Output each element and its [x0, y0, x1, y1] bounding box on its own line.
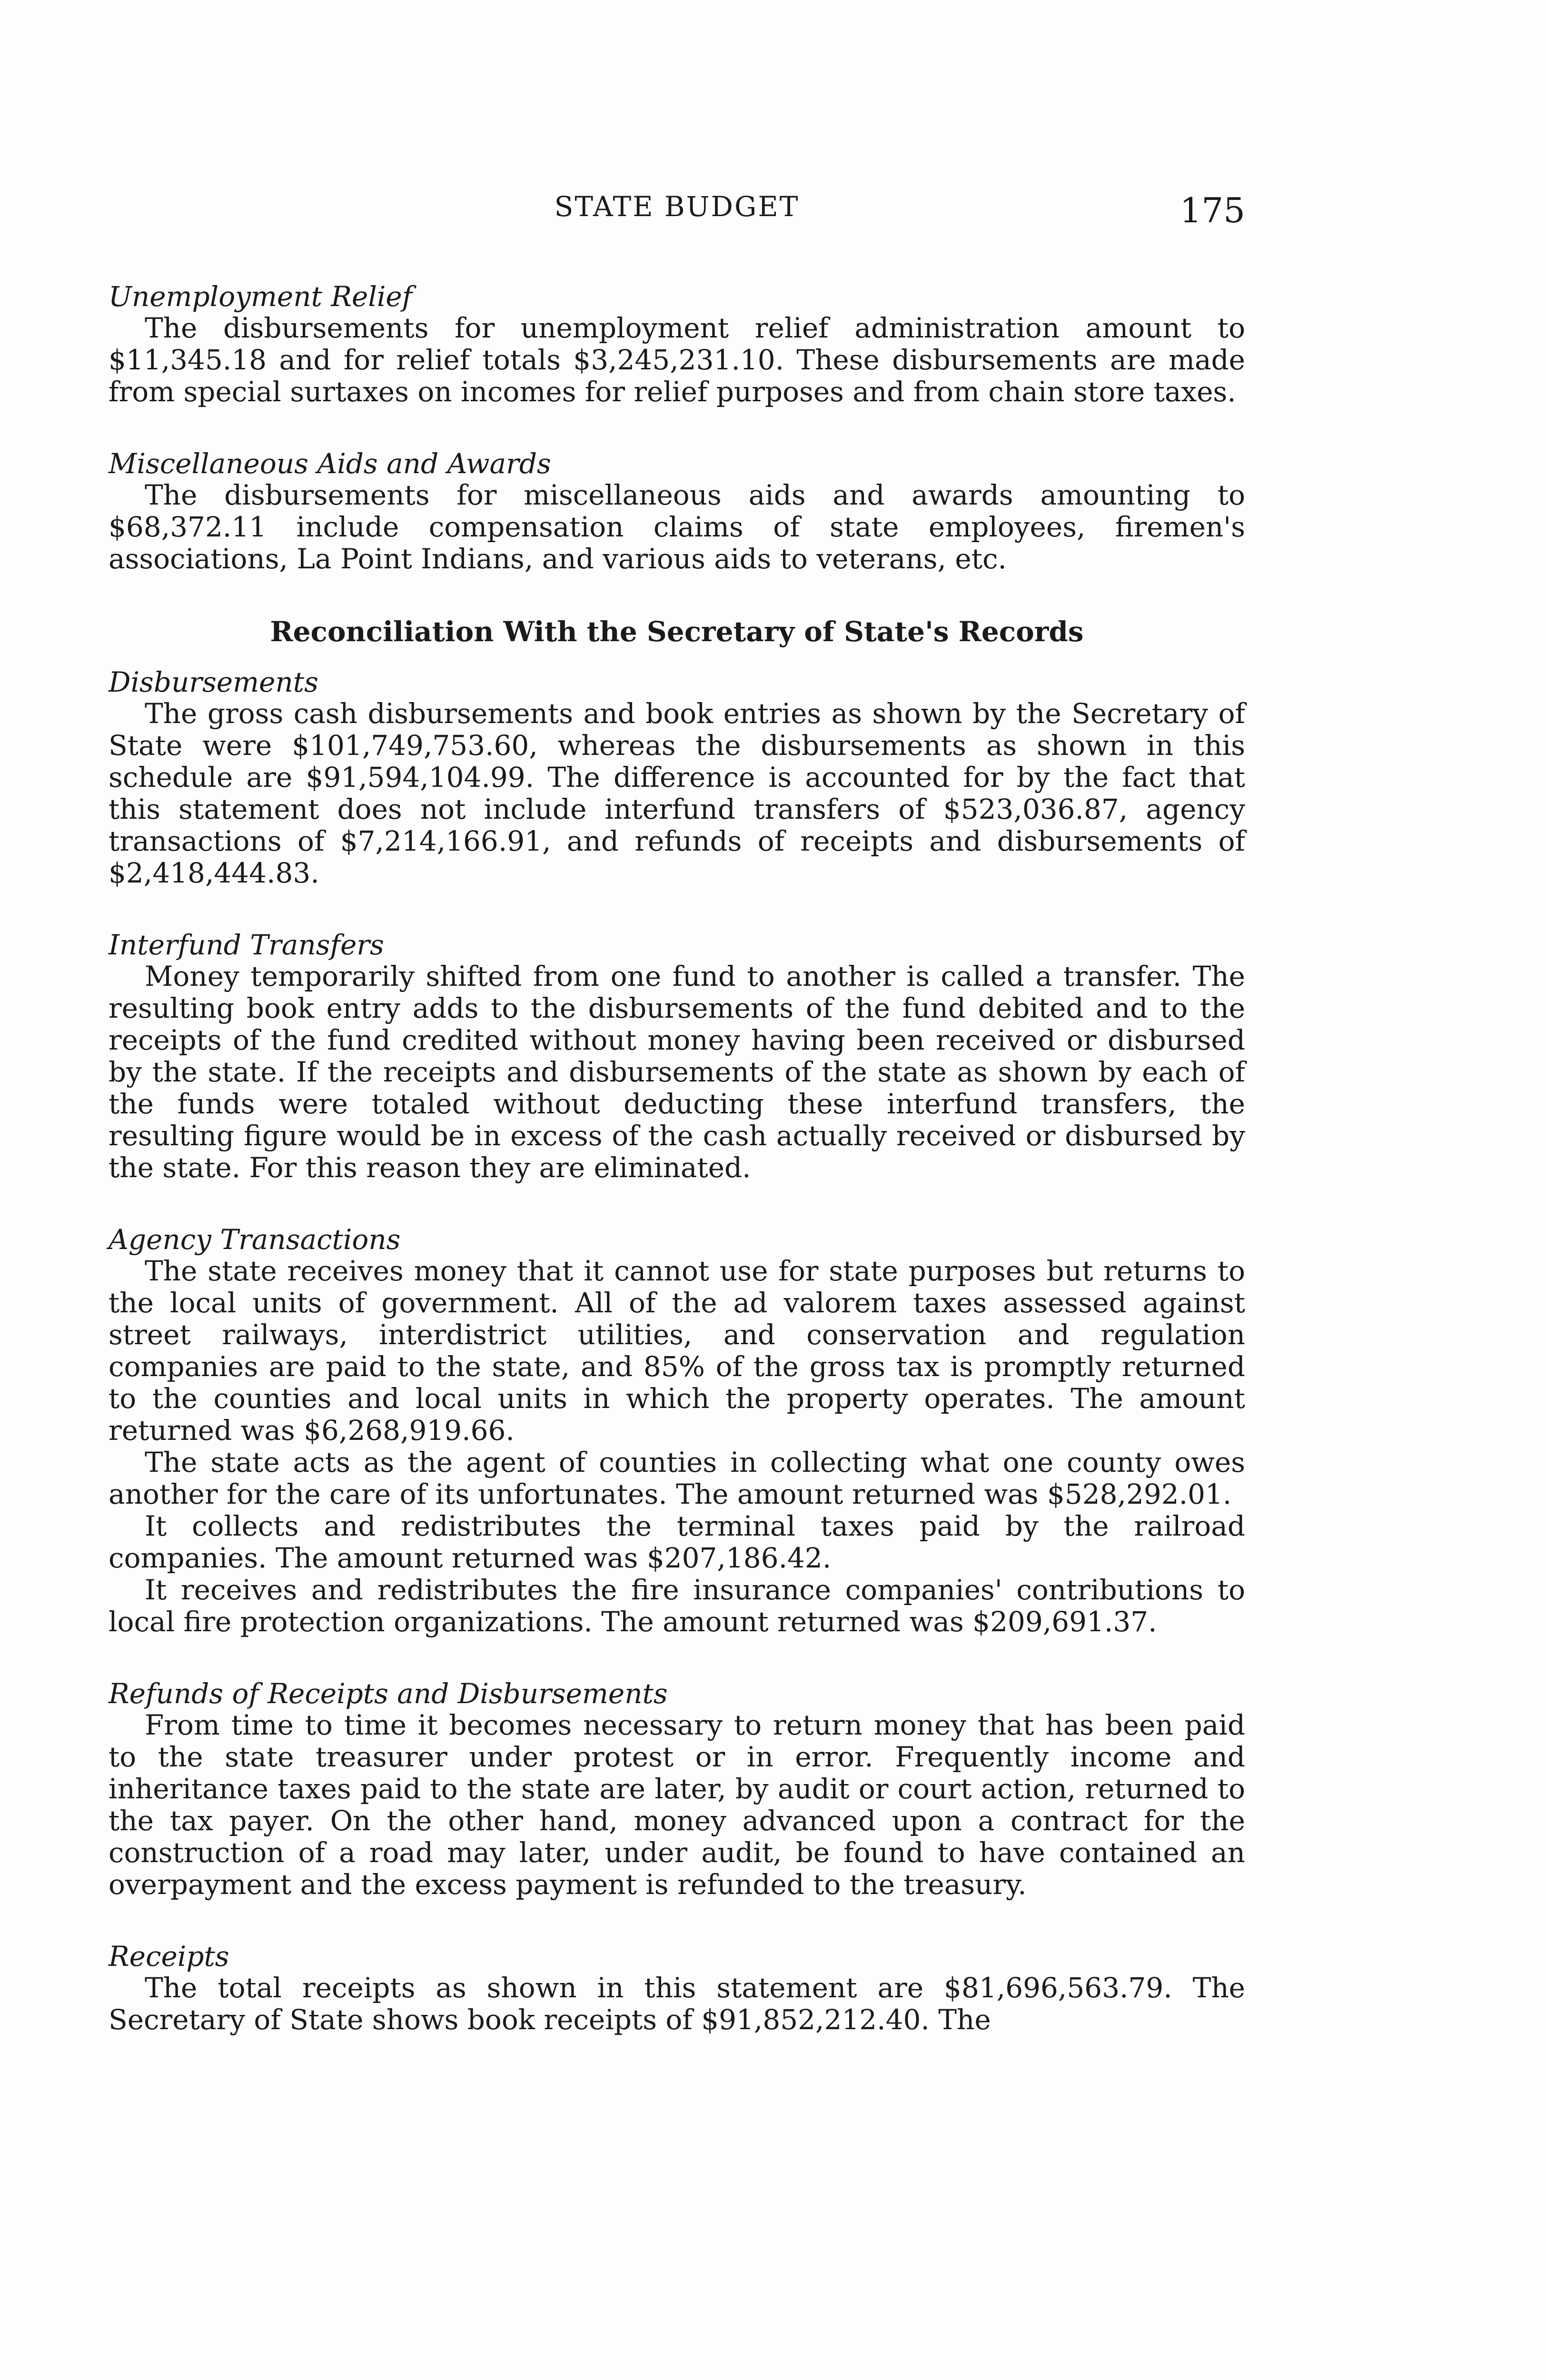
section-title: Disbursements	[109, 666, 318, 698]
section-agency-transactions	[109, 1224, 1245, 1638]
paragraph: The total receipts as shown in this statement are $81,696,563.79. The Secretary of State shows book receipts of $91,852,212.40. The	[109, 1972, 1245, 2036]
section-disbursements	[109, 666, 1245, 889]
paragraph: The state acts as the agent of counties in collecting what one county owes another for the care of its unfortunates. The amount returned was $528,292.01.	[109, 1446, 1245, 1510]
paragraph: It receives and redistributes the fire insurance companies' contributions to local fire protection organizations. The amount returned was $209,691.37.	[109, 1574, 1245, 1638]
section-title: Unemployment Relief	[109, 280, 413, 313]
paragraph: Money temporarily shifted from one fund to another is called a transfer. The resulting book entry adds to the disbursements of the fund debited and to the receipts of the fund credited without money having been received or disbursed by the state. If the receipts and disbursements of the state as shown by each of the funds were totaled without deducting these interfund transfers, the resulting figure would be in excess of the cash actually received or disbursed by the state. For this reason they are eliminated.	[109, 960, 1245, 1184]
section-title: Agency Transactions	[109, 1223, 401, 1256]
section-interfund-transfers	[109, 929, 1245, 1184]
paragraph: The state receives money that it cannot use for state purposes but returns to the local units of government. All of the ad valorem taxes assessed against street railways, interdistrict utilities, and conservation and regulation companies are paid to the state, and 85% of the gross tax is promptly returned to the counties and local units in which the property operates. The amount returned was $6,268,919.66.	[109, 1255, 1245, 1447]
section-title: Refunds of Receipts and Disbursements	[109, 1677, 668, 1710]
page-number: 175	[1179, 190, 1245, 230]
section-title: Receipts	[109, 1940, 229, 1973]
page-body	[109, 281, 1245, 2076]
section-receipts	[109, 1941, 1245, 2036]
paragraph: The disbursements for miscellaneous aids and awards amounting to $68,372.11 include compensation claims of state employees, firemen's associations, La Point Indians, and various aids to veterans, etc.	[109, 479, 1245, 575]
section-refunds	[109, 1678, 1245, 1901]
section-unemployment-relief	[109, 281, 1245, 408]
section-title: Interfund Transfers	[109, 929, 384, 961]
paragraph: From time to time it becomes necessary to return money that has been paid to the state treasurer under protest or in error. Frequently income and inheritance taxes paid to the state are later, by audit or court action, returned to the tax payer. On the other hand, money advanced upon a contract for the construction of a road may later, under audit, be found to have contained an overpayment and the excess payment is refunded to the treasury.	[109, 1709, 1245, 1901]
paragraph: The disbursements for unemployment relief administration amount to $11,345.18 and for relief totals $3,245,231.10. These disbursements are made from special surtaxes on incomes for relief purposes and from chain store taxes.	[109, 312, 1245, 408]
section-title: Miscellaneous Aids and Awards	[109, 447, 551, 480]
paragraph: It collects and redistributes the terminal taxes paid by the railroad companies. The amount returned was $207,186.42.	[109, 1510, 1245, 1574]
section-miscellaneous-aids	[109, 448, 1245, 575]
page-header	[109, 190, 1245, 243]
reconciliation-heading: Reconciliation With the Secretary of State's Records	[270, 615, 1084, 648]
running-title: STATE BUDGET	[554, 190, 800, 223]
paragraph: The gross cash disbursements and book entries as shown by the Secretary of State were $101,749,753.60, whereas the disbursements as shown in this schedule are $91,594,104.99. The difference is accounted for by the fact that this statement does not include interfund transfers of $523,036.87, agency transactions of $7,214,166.91, and refunds of receipts and disbursements of $2,418,444.83.	[109, 697, 1245, 889]
